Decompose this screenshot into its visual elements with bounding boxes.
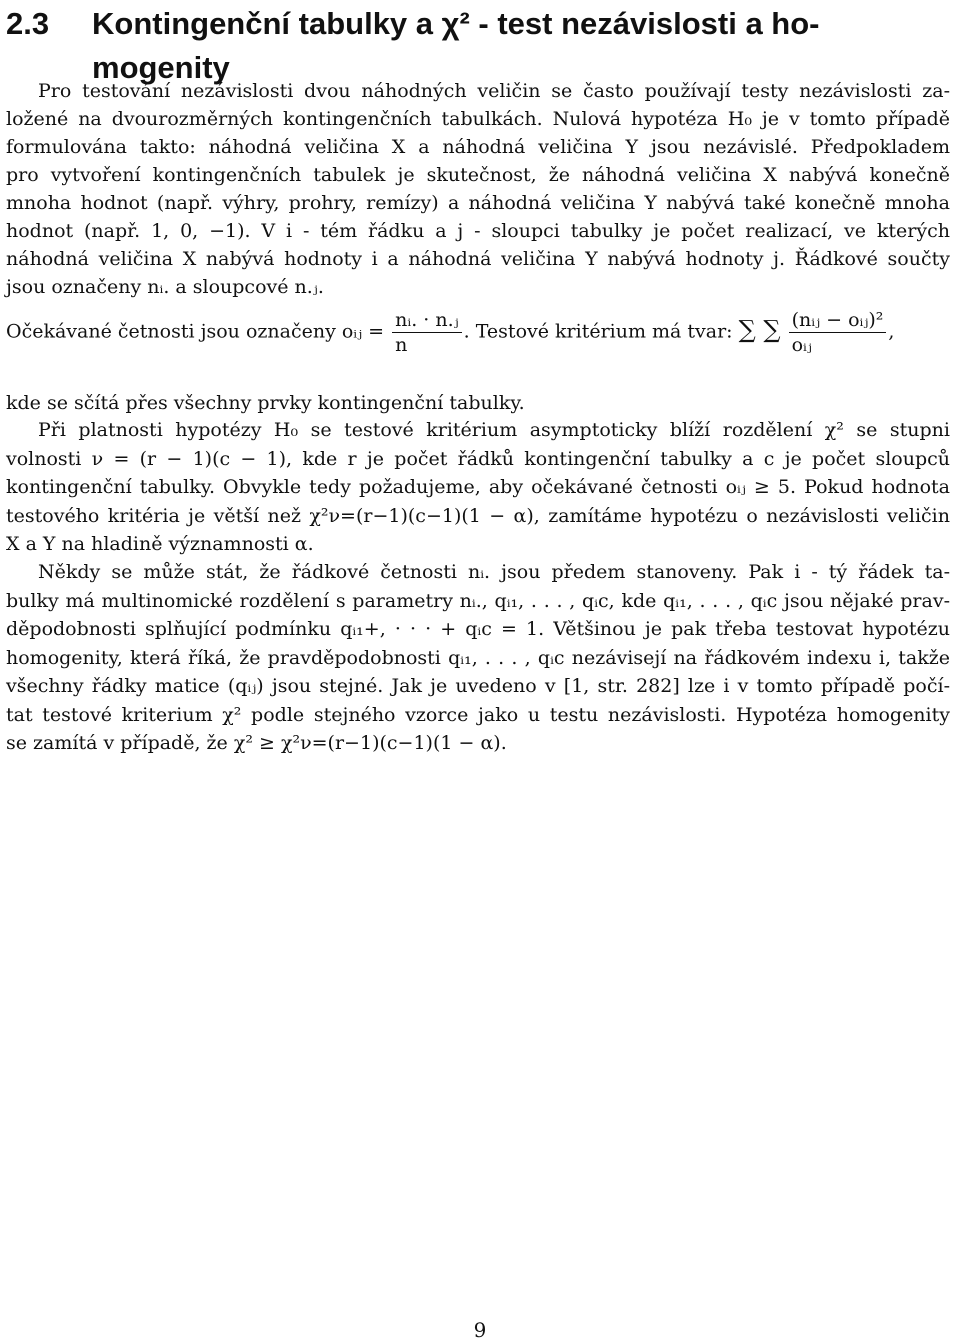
fraction-denominator: oᵢⱼ	[791, 334, 812, 356]
paragraph-3-line-2: bulky má multinomické rozdělení s parametry nᵢ., qᵢ₁, . . . , qᵢc, kde qᵢ₁, . . . , qᵢc jsou nějaké prav-	[6, 590, 950, 612]
double-sum-symbol: ∑ ∑	[738, 315, 781, 344]
formula-prefix: Očekávané četnosti jsou označeny oᵢⱼ =	[6, 320, 385, 343]
paragraph-2-line-4: testového kritéria je větší než χ²ν=(r−1)(c−1)(1 − α), zamítáme hypotézu o nezávislosti veličin	[6, 505, 950, 527]
paragraph-2-line-1: Při platnosti hypotézy H₀ se testové kritérium asymptoticky blíží rozdělení χ² se stupni	[38, 419, 950, 441]
formula-suffix: ,	[888, 320, 895, 343]
paragraph-2-line-5: X a Y na hladině významnosti α.	[6, 533, 314, 555]
line-after-formula: kde se sčítá přes všechny prvky kontingenční tabulky.	[6, 392, 525, 414]
paragraph-3-line-1: Někdy se může stát, že řádkové četnosti nᵢ. jsou předem stanoveny. Pak i - tý řádek ta-	[38, 561, 950, 583]
section-number: 2.3	[6, 6, 50, 41]
fraction-numerator: (nᵢⱼ − oᵢⱼ)²	[789, 308, 887, 333]
fraction-denominator: n	[395, 334, 408, 356]
section-title-line-2: mogenity	[92, 50, 230, 85]
paragraph-3-line-3: děpodobnosti splňující podmínku qᵢ₁+, · · · + qᵢc = 1. Většinou je pak třeba testovat hypotézu	[6, 618, 950, 640]
formula-middle: . Testové kritérium má tvar:	[463, 320, 733, 343]
paragraph-1-line-6: hodnot (např. 1, 0, −1). V i - tém řádku a j - sloupci tabulky je počet realizací, ve kterých	[6, 220, 950, 242]
paragraph-1-line-8: jsou označeny nᵢ. a sloupcové n.ⱼ.	[6, 276, 324, 298]
paragraph-2-line-2: volnosti ν = (r − 1)(c − 1), kde r je počet řádků kontingenční tabulky a c je počet sloupců	[6, 448, 950, 470]
page-number: 9	[473, 1318, 487, 1342]
paragraph-1-line-3: formulována takto: náhodná veličina X a náhodná veličina Y jsou nezávislé. Předpokladem	[6, 136, 950, 158]
formula-line	[6, 308, 950, 357]
paragraph-2-line-3: kontingenční tabulky. Obvykle tedy požadujeme, aby očekávané četnosti oᵢⱼ ≥ 5. Pokud hodnota	[6, 476, 950, 498]
paragraph-3-line-7: se zamítá v případě, že χ² ≥ χ²ν=(r−1)(c−1)(1 − α).	[6, 732, 507, 754]
paragraph-1-line-5: mnoha hodnot (např. výhry, prohry, remízy) a náhodná veličina Y nabývá také konečně mnoha	[6, 192, 950, 214]
expected-frequency-fraction	[392, 308, 462, 357]
paragraph-3-line-5: všechny řádky matice (qᵢⱼ) jsou stejné. Jak je uvedeno v [1, str. 282] lze i v tomto případě počí-	[6, 675, 950, 697]
paragraph-1-line-7: náhodná veličina X nabývá hodnoty i a náhodná veličina Y nabývá hodnoty j. Řádkové součty	[6, 248, 950, 270]
fraction-numerator: nᵢ. · n.ⱼ	[392, 308, 462, 333]
test-statistic-fraction	[789, 308, 887, 357]
paragraph-3-line-6: tat testové kriterium χ² podle stejného vzorce jako u testu nezávislosti. Hypotéza homogenity	[6, 704, 950, 726]
paragraph-3-line-4: homogenity, která říká, že pravděpodobnosti qᵢ₁, . . . , qᵢc nezávisejí na řádkovém indexu i, takže	[6, 647, 950, 669]
section-heading	[6, 2, 951, 90]
paragraph-1-line-4: pro vytvoření kontingenčních tabulek je skutečnost, že náhodná veličina X nabývá konečně	[6, 164, 950, 186]
section-title-line-1: Kontingenční tabulky a χ² - test nezávislosti a ho-	[92, 6, 820, 41]
paragraph-1-line-1: Pro testování nezávislosti dvou náhodných veličin se často používají testy nezávislosti za-	[38, 80, 950, 102]
paragraph-1-line-2: ložené na dvourozměrných kontingenčních tabulkách. Nulová hypotéza H₀ je v tomto případě	[6, 108, 950, 130]
